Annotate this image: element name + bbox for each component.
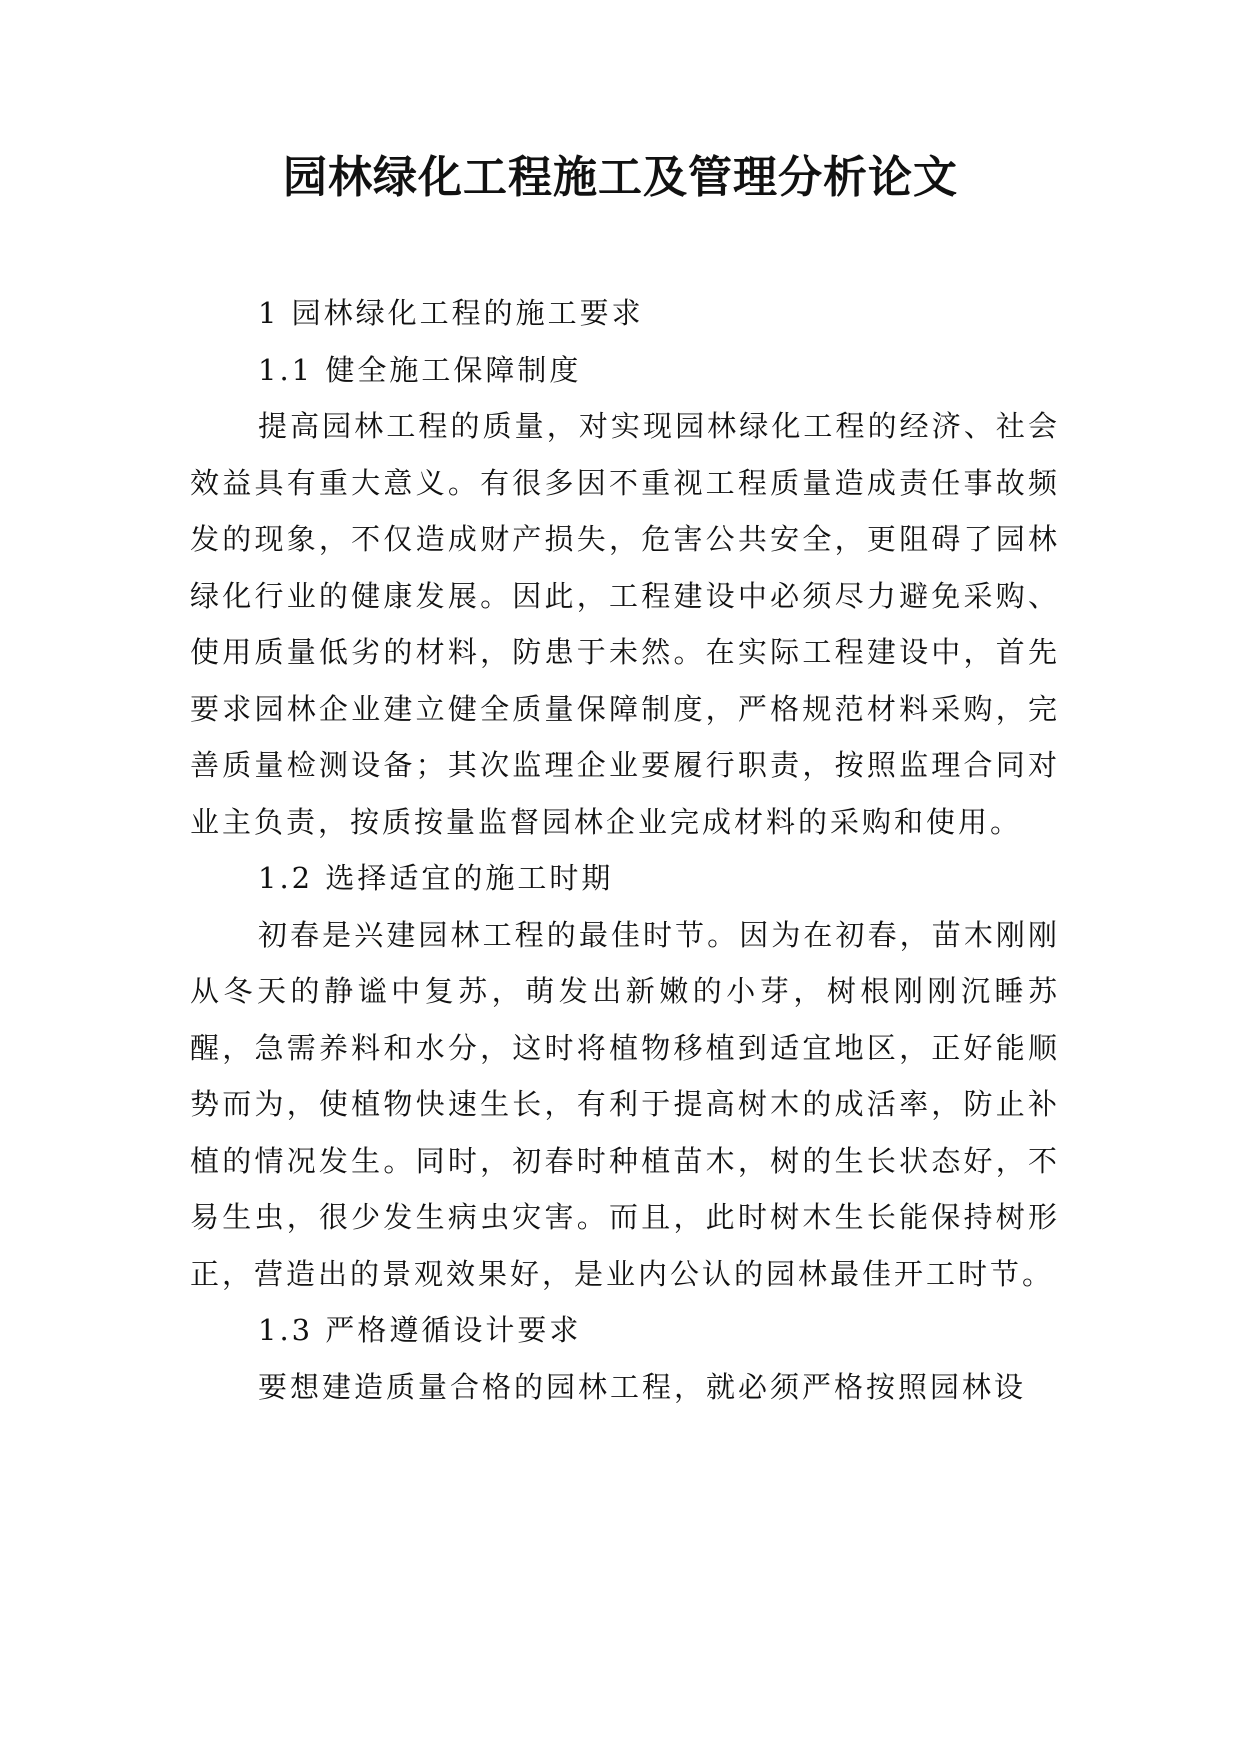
section-heading-1-1: 1.1 健全施工保障制度: [258, 352, 582, 387]
body-paragraph-2: 初春是兴建园林工程的最佳时节。因为在初春，苗木刚刚从冬天的静谧中复苏，萌发出新嫩的小芽，树根刚刚沉睡苏醒，急需养料和水分，这时将植物移植到适宜地区，正好能顺势而为，使植物快速生长，有利于提高树木的成活率，防止补植的情况发生。同时，初春时种植苗木，树的生长状态好，不易生虫，很少发生病虫灾害。而且，此时树木生长能保持树形正，营造出的景观效果好，是业内公认的园林最佳开工时节。: [190, 917, 1060, 1291]
document-title: 园林绿化工程施工及管理分析论文: [283, 152, 958, 203]
body-paragraph-3: 要想建造质量合格的园林工程，就必须严格按照园林设: [258, 1369, 1027, 1404]
section-heading-1-2: 1.2 选择适宜的施工时期: [258, 861, 614, 895]
section-heading-1: 1 园林绿化工程的施工要求: [258, 296, 644, 330]
body-paragraph-1: 提高园林工程的质量，对实现园林绿化工程的经济、社会效益具有重大意义。有很多因不重视工程质量造成责任事故频发的现象，不仅造成财产损失，危害公共安全，更阻碍了园林绿化行业的健康发展。因此，工程建设中必须尽力避免采购、使用质量低劣的材料，防患于未然。在实际工程建设中，首先要求园林企业建立健全质量保障制度，严格规范材料采购，完善质量检测设备；其次监理企业要履行职责，按照监理合同对业主负责，按质按量监督园林企业完成材料的采购和使用。: [190, 409, 1060, 839]
section-heading-1-3: 1.3 严格遵循设计要求: [258, 1313, 582, 1347]
document-body: [190, 285, 1060, 1415]
